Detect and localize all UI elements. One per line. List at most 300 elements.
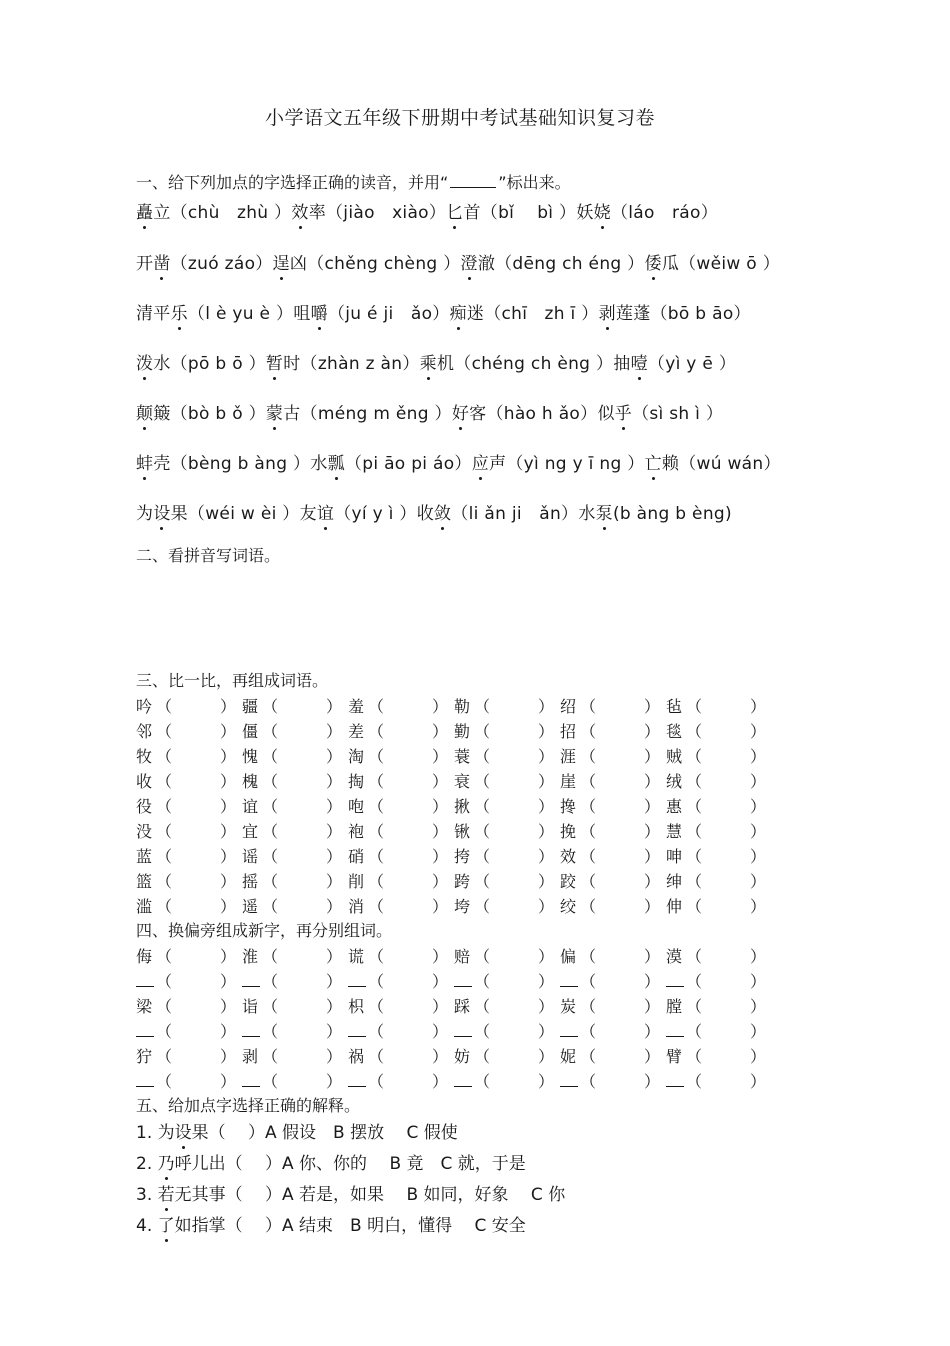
- answer-close-paren: ）: [220, 972, 237, 991]
- char: 遥: [242, 897, 259, 916]
- dotted-char: 乎: [615, 399, 632, 424]
- pinyin-item: [452, 404, 598, 424]
- answer-close-paren: ）: [538, 1022, 555, 1041]
- char: 跨: [454, 872, 471, 891]
- answer-open-paren: （: [262, 947, 279, 966]
- pinyin-choices: 机（chéng ch èng ）: [436, 354, 614, 374]
- answer-close-paren: ）: [644, 1022, 661, 1041]
- pinyin-choices: （l è yu è ）: [187, 304, 294, 324]
- pinyin-choices: （yì y ē ）: [647, 354, 737, 374]
- answer-open-paren: （: [368, 697, 385, 716]
- answer-open-paren: （: [474, 947, 491, 966]
- grid-cell: [136, 1044, 242, 1067]
- answer-open-paren: （: [686, 947, 703, 966]
- grid-cell: [454, 994, 560, 1017]
- pinyin-line: [136, 349, 736, 374]
- grid-cell: [136, 769, 242, 792]
- grid-cell: [348, 1044, 454, 1067]
- answer-close-paren: ）: [220, 797, 237, 816]
- answer-open-paren: （: [368, 1022, 385, 1041]
- answer-open-paren: （: [580, 872, 597, 891]
- meaning-question: [136, 1118, 458, 1143]
- answer-close-paren: ）: [326, 1072, 343, 1091]
- answer-open-paren: （: [580, 1022, 597, 1041]
- word-prefix: 似: [597, 404, 615, 424]
- meaning-question: [136, 1180, 565, 1205]
- dotted-char: 好: [452, 399, 469, 424]
- answer-close-paren: ）: [538, 847, 555, 866]
- char: 狞: [136, 1047, 153, 1066]
- grid-cell: [560, 694, 666, 717]
- answer-open-paren: （: [686, 697, 703, 716]
- new-char-blank: [348, 1024, 366, 1037]
- answer-open-paren: （: [262, 972, 279, 991]
- answer-open-paren: （: [474, 897, 491, 916]
- answer-open-paren: （: [580, 772, 597, 791]
- answer-close-paren: ）: [432, 947, 449, 966]
- answer-close-paren: ）: [538, 897, 555, 916]
- answer-open-paren: （: [368, 897, 385, 916]
- char: 僵: [242, 722, 259, 741]
- char: 消: [348, 897, 365, 916]
- answer-close-paren: ）: [432, 1022, 449, 1041]
- new-char-blank: [454, 1024, 472, 1037]
- char: 谎: [348, 947, 365, 966]
- pinyin-choices: 簸（bò b ǒ ）: [153, 404, 266, 424]
- grid-cell: [348, 694, 454, 717]
- answer-close-paren: ）: [326, 947, 343, 966]
- pinyin-choices: （li ǎn ji ǎn）: [451, 504, 579, 524]
- char: 搀: [560, 797, 577, 816]
- answer-open-paren: （: [156, 772, 173, 791]
- answer-open-paren: （: [262, 697, 279, 716]
- grid-cell: [454, 1019, 560, 1042]
- answer-open-paren: （: [474, 997, 491, 1016]
- grid-cell: [136, 794, 242, 817]
- answer-open-paren: （: [580, 697, 597, 716]
- answer-open-paren: （: [368, 947, 385, 966]
- pinyin-item: [576, 203, 718, 223]
- answer-close-paren: ）: [220, 1022, 237, 1041]
- char: 收: [136, 772, 153, 791]
- char: 勤: [454, 722, 471, 741]
- word-prefix: 友: [299, 504, 317, 524]
- answer-open-paren: （: [686, 897, 703, 916]
- pinyin-item: [293, 304, 449, 324]
- answer-open-paren: （: [262, 997, 279, 1016]
- grid-cell: [348, 744, 454, 767]
- answer-open-paren: （: [368, 722, 385, 741]
- answer-close-paren: ）: [750, 947, 767, 966]
- char: 吟: [136, 697, 153, 716]
- answer-open-paren: （: [686, 1022, 703, 1041]
- answer-open-paren: （: [262, 847, 279, 866]
- answer-close-paren: ）: [432, 1072, 449, 1091]
- char: 剥: [242, 1047, 259, 1066]
- grid-cell: [560, 994, 666, 1017]
- answer-open-paren: （: [686, 872, 703, 891]
- char: 踩: [454, 997, 471, 1016]
- new-char-blank: [242, 974, 260, 987]
- answer-open-paren: （: [368, 872, 385, 891]
- answer-open-paren: （: [156, 697, 173, 716]
- section5-heading: 五、给加点字选择正确的解释。: [136, 1096, 361, 1115]
- grid-cell: [454, 719, 560, 742]
- grid-cell: [560, 969, 666, 992]
- answer-close-paren: ）: [750, 747, 767, 766]
- grid-cell: [560, 869, 666, 892]
- answer-close-paren: ）: [326, 872, 343, 891]
- grid-cell: [454, 844, 560, 867]
- new-char-blank: [560, 1024, 578, 1037]
- question-options: 果（ ）A 假设 B 摆放 C 假使: [191, 1123, 458, 1143]
- answer-close-paren: ）: [432, 872, 449, 891]
- answer-close-paren: ）: [326, 722, 343, 741]
- answer-open-paren: （: [474, 797, 491, 816]
- new-char-blank: [560, 974, 578, 987]
- grid-cell: [454, 769, 560, 792]
- pinyin-item: [136, 504, 300, 524]
- answer-close-paren: ）: [538, 1072, 555, 1091]
- dotted-char: 剥: [599, 299, 616, 324]
- char: 勒: [454, 697, 471, 716]
- answer-open-paren: （: [580, 747, 597, 766]
- answer-close-paren: ）: [220, 722, 237, 741]
- answer-close-paren: ）: [432, 747, 449, 766]
- char: 咆: [348, 797, 365, 816]
- word-prefix: 为: [157, 1123, 175, 1143]
- pinyin-choices: 水（pō b ō ）: [153, 354, 266, 374]
- answer-open-paren: （: [474, 1047, 491, 1066]
- grid-cell: [242, 1019, 348, 1042]
- dotted-char: 痴: [450, 299, 467, 324]
- grid-cell: [560, 844, 666, 867]
- answer-open-paren: （: [580, 797, 597, 816]
- answer-close-paren: ）: [326, 897, 343, 916]
- grid-cell: [242, 769, 348, 792]
- answer-close-paren: ）: [220, 822, 237, 841]
- char: 硝: [348, 847, 365, 866]
- answer-close-paren: ）: [220, 897, 237, 916]
- answer-open-paren: （: [474, 772, 491, 791]
- grid-cell: [666, 744, 772, 767]
- answer-open-paren: （: [580, 947, 597, 966]
- section3-heading: 三、比一比，再组成词语。: [136, 671, 329, 690]
- dotted-char: 嚼: [311, 299, 328, 324]
- char: 妮: [560, 1047, 577, 1066]
- dotted-char: 蒙: [266, 399, 283, 424]
- pinyin-item: [136, 404, 266, 424]
- answer-close-paren: ）: [432, 722, 449, 741]
- answer-open-paren: （: [580, 972, 597, 991]
- answer-open-paren: （: [474, 747, 491, 766]
- grid-cell: [454, 744, 560, 767]
- grid-cell: [666, 969, 772, 992]
- grid-cell: [136, 719, 242, 742]
- word-prefix: 为: [136, 504, 154, 524]
- answer-open-paren: （: [368, 772, 385, 791]
- char: 绍: [560, 697, 577, 716]
- char: 滥: [136, 897, 153, 916]
- answer-open-paren: （: [580, 822, 597, 841]
- answer-open-paren: （: [474, 722, 491, 741]
- char: 蓑: [454, 747, 471, 766]
- answer-close-paren: ）: [220, 747, 237, 766]
- grid-cell: [348, 719, 454, 742]
- answer-open-paren: （: [368, 822, 385, 841]
- section4-heading: 四、换偏旁组成新字，再分别组词。: [136, 921, 393, 940]
- char: 漠: [666, 947, 683, 966]
- word-prefix: 水: [310, 454, 328, 474]
- grid-cell: [666, 819, 772, 842]
- pinyin-choices: 赖（wú wán）: [661, 454, 781, 474]
- grid-cell: [348, 994, 454, 1017]
- new-char-blank: [348, 1074, 366, 1087]
- answer-open-paren: （: [580, 997, 597, 1016]
- answer-open-paren: （: [474, 697, 491, 716]
- answer-open-paren: （: [686, 1047, 703, 1066]
- answer-close-paren: ）: [644, 697, 661, 716]
- grid-cell: [454, 944, 560, 967]
- answer-open-paren: （: [156, 1022, 173, 1041]
- char: 锹: [454, 822, 471, 841]
- answer-close-paren: ）: [220, 1047, 237, 1066]
- grid-row: [136, 1044, 776, 1066]
- char: 毯: [666, 722, 683, 741]
- grid-cell: [242, 969, 348, 992]
- answer-close-paren: ）: [750, 997, 767, 1016]
- pinyin-choices: (b àng b èng): [612, 504, 732, 524]
- grid-cell: [348, 794, 454, 817]
- answer-open-paren: （: [580, 722, 597, 741]
- dotted-char: 逞: [273, 249, 290, 274]
- dotted-char: 谊: [317, 499, 334, 524]
- char: 掏: [348, 772, 365, 791]
- answer-open-paren: （: [368, 1047, 385, 1066]
- grid-cell: [666, 1019, 772, 1042]
- answer-close-paren: ）: [538, 872, 555, 891]
- char: 差: [348, 722, 365, 741]
- answer-open-paren: （: [262, 1022, 279, 1041]
- grid-cell: [242, 894, 348, 917]
- answer-open-paren: （: [156, 872, 173, 891]
- answer-close-paren: ）: [538, 947, 555, 966]
- answer-open-paren: （: [686, 997, 703, 1016]
- answer-close-paren: ）: [644, 847, 661, 866]
- pinyin-item: [310, 454, 471, 474]
- answer-close-paren: ）: [538, 822, 555, 841]
- grid-cell: [666, 1044, 772, 1067]
- answer-open-paren: （: [580, 1047, 597, 1066]
- answer-close-paren: ）: [538, 722, 555, 741]
- pinyin-item: [300, 504, 417, 524]
- new-char-blank: [136, 1024, 154, 1037]
- answer-close-paren: ）: [538, 772, 555, 791]
- question-options: 无其事（ ）A 若是，如果 B 如同，好象 C 你: [174, 1185, 566, 1205]
- section2-heading: 二、看拼音写词语。: [136, 546, 281, 565]
- pinyin-choices: 古（méng m ěng ）: [283, 404, 452, 424]
- pinyin-item: [136, 203, 291, 223]
- answer-open-paren: （: [474, 822, 491, 841]
- answer-open-paren: （: [156, 972, 173, 991]
- dotted-char: 亡: [645, 449, 662, 474]
- dotted-char: 矗: [136, 198, 153, 223]
- answer-close-paren: ）: [644, 1047, 661, 1066]
- char: 梁: [136, 997, 153, 1016]
- answer-close-paren: ）: [538, 1047, 555, 1066]
- answer-close-paren: ）: [644, 822, 661, 841]
- answer-close-paren: ）: [326, 822, 343, 841]
- answer-close-paren: ）: [644, 747, 661, 766]
- section1-heading-text-b: ”标出来。: [498, 173, 571, 192]
- answer-open-paren: （: [156, 1072, 173, 1091]
- pinyin-item: [599, 304, 751, 324]
- char: 伸: [666, 897, 683, 916]
- pinyin-item: [613, 354, 736, 374]
- answer-open-paren: （: [686, 747, 703, 766]
- answer-open-paren: （: [686, 797, 703, 816]
- question-number: 2.: [136, 1154, 158, 1174]
- answer-open-paren: （: [686, 772, 703, 791]
- pinyin-choices: （láo ráo）: [610, 203, 719, 223]
- pinyin-item: [291, 203, 446, 223]
- new-char-blank: [136, 1074, 154, 1087]
- char: 赔: [454, 947, 471, 966]
- answer-close-paren: ）: [326, 997, 343, 1016]
- grid-cell: [242, 719, 348, 742]
- answer-close-paren: ）: [644, 872, 661, 891]
- question-options: 如指掌（ ）A 结束 B 明白，懂得 C 安全: [174, 1216, 526, 1236]
- grid-cell: [454, 1069, 560, 1092]
- answer-close-paren: ）: [220, 772, 237, 791]
- answer-open-paren: （: [580, 1072, 597, 1091]
- new-char-blank: [348, 974, 366, 987]
- dotted-char: 泼: [136, 349, 153, 374]
- dotted-char: 颠: [136, 399, 153, 424]
- answer-open-paren: （: [686, 1072, 703, 1091]
- answer-close-paren: ）: [432, 772, 449, 791]
- answer-open-paren: （: [368, 997, 385, 1016]
- answer-open-paren: （: [474, 872, 491, 891]
- answer-close-paren: ）: [750, 1022, 767, 1041]
- pinyin-item: [461, 254, 645, 274]
- grid-cell: [242, 819, 348, 842]
- grid-cell: [560, 819, 666, 842]
- char: 慧: [666, 822, 683, 841]
- word-prefix: 妖: [576, 203, 594, 223]
- char: 挽: [560, 822, 577, 841]
- word-prefix: 水: [578, 504, 596, 524]
- pinyin-choices: 壳（bèng b àng ）: [153, 454, 311, 474]
- answer-open-paren: （: [368, 972, 385, 991]
- pinyin-item: [266, 404, 452, 424]
- grid-row: [136, 694, 776, 716]
- char: 妨: [454, 1047, 471, 1066]
- char: 愧: [242, 747, 259, 766]
- answer-open-paren: （: [156, 722, 173, 741]
- pinyin-choices: （pi āo pi áo）: [344, 454, 472, 474]
- grid-cell: [136, 694, 242, 717]
- char: 袍: [348, 822, 365, 841]
- char: 枳: [348, 997, 365, 1016]
- pinyin-choices: 声（yì ng y ī ng ）: [489, 454, 645, 474]
- dotted-char: 噎: [631, 349, 648, 374]
- answer-close-paren: ）: [750, 847, 767, 866]
- grid-cell: [454, 894, 560, 917]
- pinyin-choices: 客（hào h ǎo）: [469, 404, 598, 424]
- grid-cell: [454, 969, 560, 992]
- pinyin-choices: 率（jiào xiào）: [308, 203, 447, 223]
- char: 羞: [348, 697, 365, 716]
- new-char-blank: [666, 974, 684, 987]
- answer-close-paren: ）: [750, 1047, 767, 1066]
- pinyin-choices: 凶（chěng chèng ）: [289, 254, 461, 274]
- answer-close-paren: ）: [432, 697, 449, 716]
- grid-cell: [348, 1019, 454, 1042]
- dotted-char: 倭: [645, 249, 662, 274]
- grid-cell: [666, 694, 772, 717]
- answer-open-paren: （: [156, 1047, 173, 1066]
- char: 邻: [136, 722, 153, 741]
- answer-close-paren: ）: [220, 997, 237, 1016]
- new-char-blank: [454, 974, 472, 987]
- answer-close-paren: ）: [644, 972, 661, 991]
- dotted-char: 乘: [420, 349, 437, 374]
- char: 祸: [348, 1047, 365, 1066]
- char: 绒: [666, 772, 683, 791]
- answer-close-paren: ）: [326, 772, 343, 791]
- grid-cell: [242, 1044, 348, 1067]
- answer-close-paren: ）: [220, 697, 237, 716]
- pinyin-item: [446, 203, 576, 223]
- dotted-char: 效: [291, 198, 308, 223]
- grid-cell: [242, 794, 348, 817]
- dotted-char: 乃: [158, 1149, 175, 1174]
- char: 呻: [666, 847, 683, 866]
- answer-close-paren: ）: [432, 797, 449, 816]
- grid-cell: [666, 719, 772, 742]
- char: 挎: [454, 847, 471, 866]
- char: 削: [348, 872, 365, 891]
- new-char-blank: [454, 1074, 472, 1087]
- answer-close-paren: ）: [326, 1022, 343, 1041]
- char: 宜: [242, 822, 259, 841]
- grid-cell: [242, 844, 348, 867]
- dotted-char: 了: [158, 1211, 175, 1236]
- pinyin-item: [417, 504, 579, 524]
- grid-cell: [560, 944, 666, 967]
- section1-heading: [136, 170, 571, 193]
- grid-cell: [666, 944, 772, 967]
- grid-cell: [454, 869, 560, 892]
- pinyin-choices: 瓜（wěiw ō ）: [661, 254, 781, 274]
- pinyin-line: [136, 249, 780, 274]
- char: 崖: [560, 772, 577, 791]
- answer-open-paren: （: [262, 872, 279, 891]
- pinyin-choices: 果（wéi w èi ）: [170, 504, 300, 524]
- dotted-char: 应: [472, 449, 489, 474]
- dotted-char: 凿: [153, 249, 170, 274]
- answer-open-paren: （: [156, 947, 173, 966]
- grid-row: [136, 844, 776, 866]
- answer-open-paren: （: [474, 847, 491, 866]
- answer-open-paren: （: [368, 1072, 385, 1091]
- dotted-char: 乐: [171, 299, 188, 324]
- grid-cell: [666, 844, 772, 867]
- char: 诣: [242, 997, 259, 1016]
- answer-open-paren: （: [368, 847, 385, 866]
- char: 没: [136, 822, 153, 841]
